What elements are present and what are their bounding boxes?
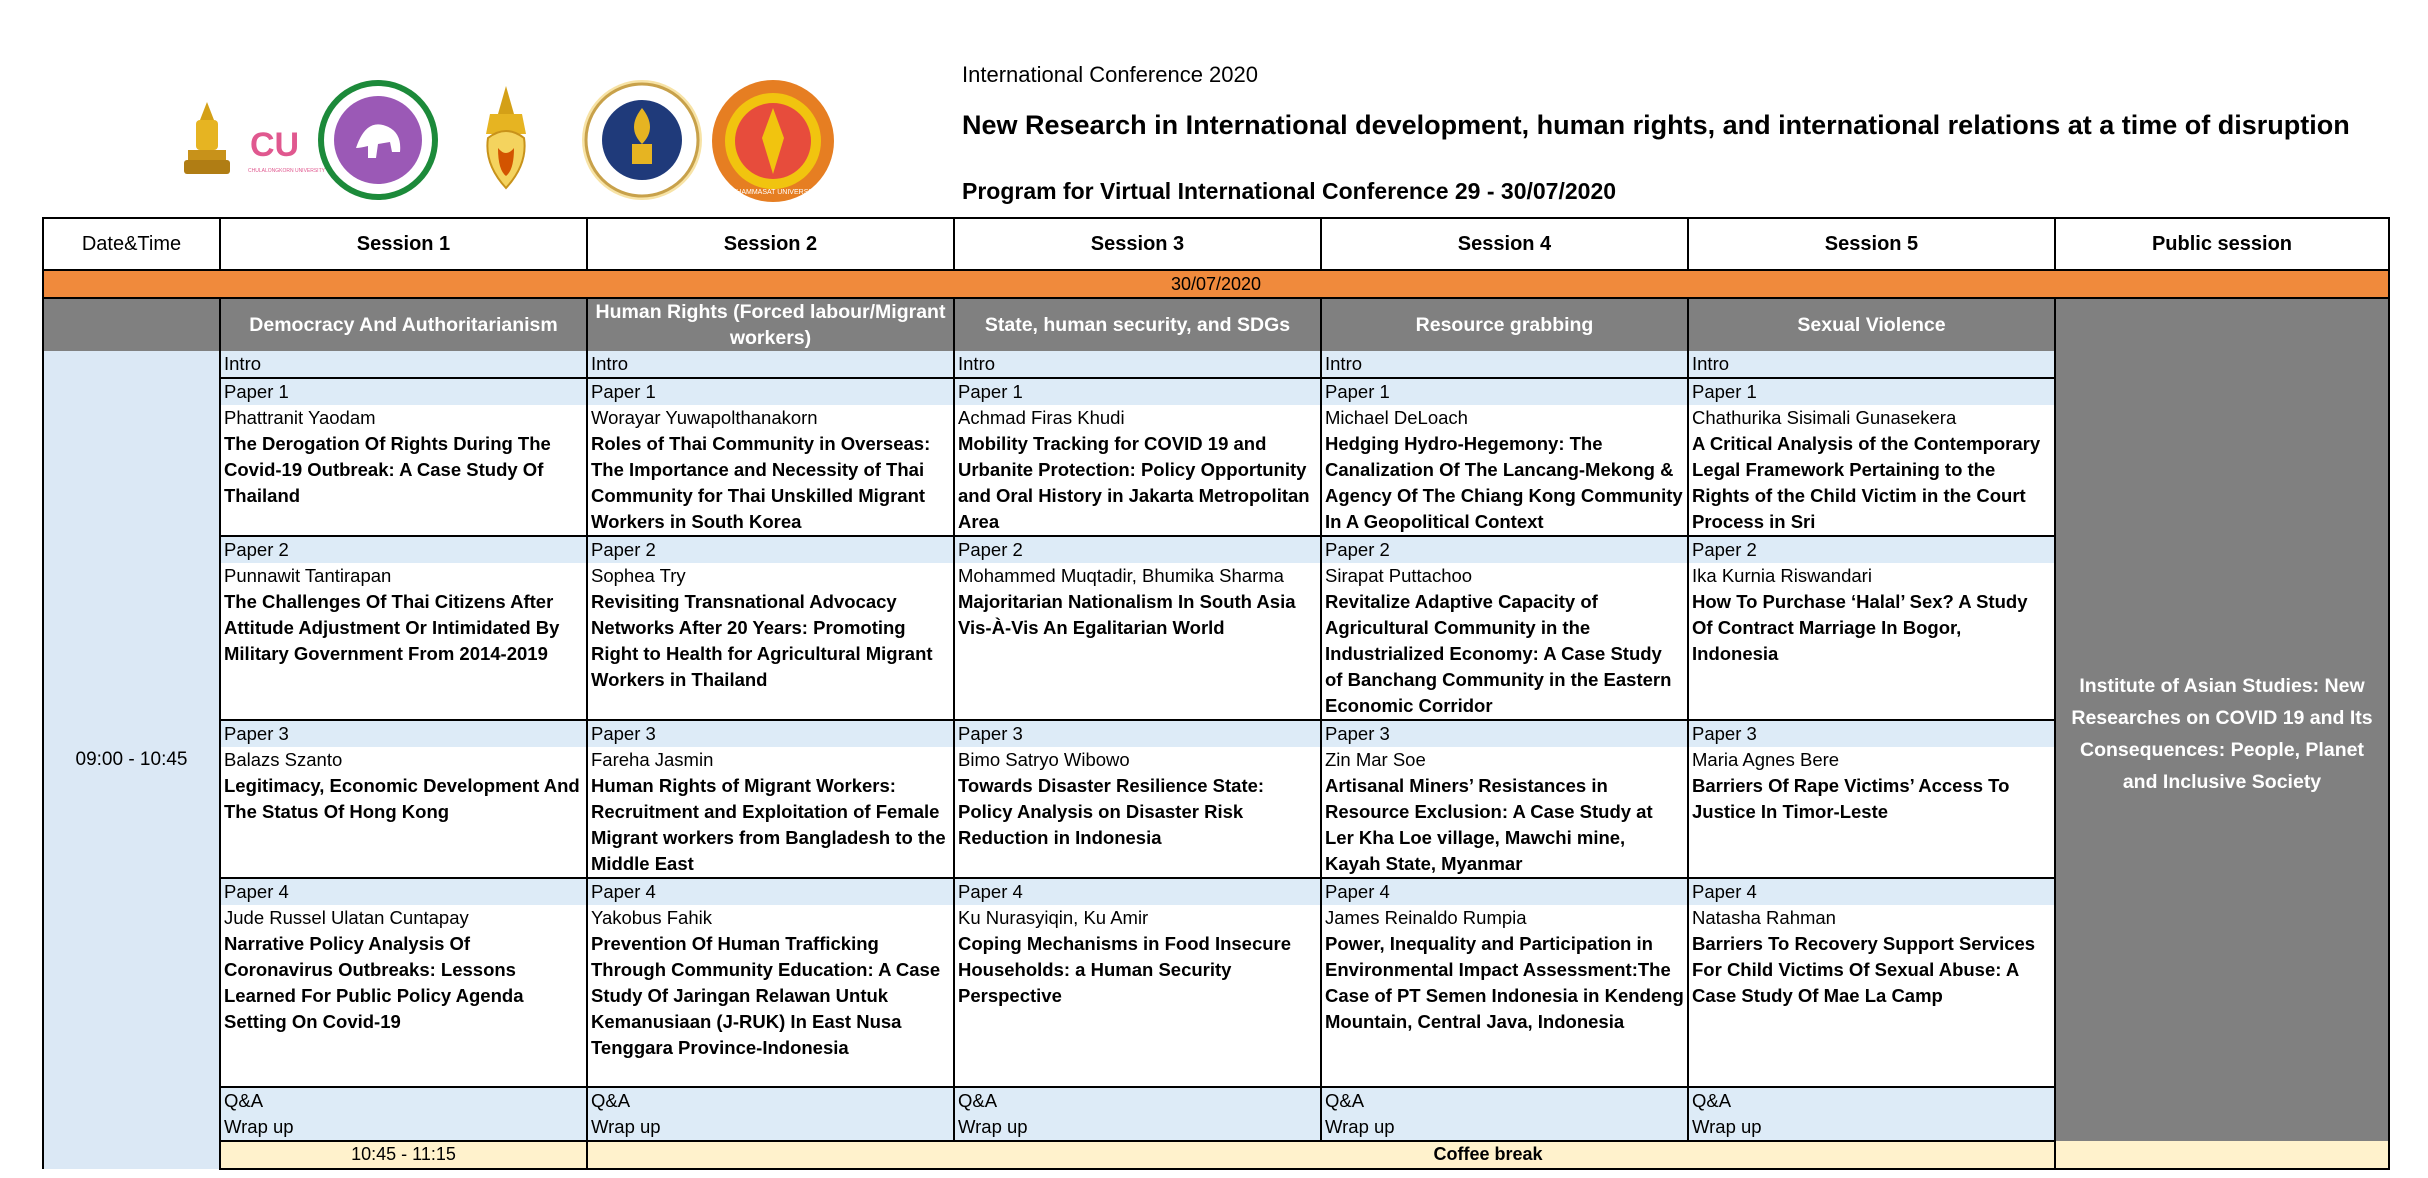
paper-label: Paper 4 [587, 878, 954, 905]
mahidol-university-logo [580, 78, 704, 202]
paper-author: Jude Russel Ulatan Cuntapay [220, 905, 587, 931]
coffee-break-label: Coffee break [587, 1141, 2389, 1169]
coffee-break-row [43, 1141, 2389, 1169]
paper-author: Bimo Satryo Wibowo [954, 747, 1321, 773]
paper-label-row [43, 536, 2389, 563]
paper-label: Paper 4 [1321, 878, 1688, 905]
paper-title: Majoritarian Nationalism In South Asia Vis-À-Vis An Egalitarian World [954, 589, 1321, 720]
paper-label: Paper 1 [587, 378, 954, 405]
chiang-mai-university-logo [316, 78, 440, 202]
wrap-up-cell: Wrap up [1688, 1114, 2055, 1141]
paper-title: Human Rights of Migrant Workers: Recruitment and Exploitation of Female Migrant workers from Bangladesh to the Middle East [587, 773, 954, 878]
theme-session-2: Human Rights (Forced labour/Migrant workers) [587, 298, 954, 351]
paper-title: The Challenges Of Thai Citizens After Attitude Adjustment Or Intimidated By Military Government From 2014-2019 [220, 589, 587, 720]
paper-title: Legitimacy, Economic Development And The Status Of Hong Kong [220, 773, 587, 878]
chula-logo-caption: CHULALONGKORN UNIVERSITY [248, 168, 325, 174]
paper-title: Towards Disaster Resilience State: Policy Analysis on Disaster Risk Reduction in Indonesia [954, 773, 1321, 878]
qa-cell: Q&A [1688, 1087, 2055, 1114]
paper-author: Sophea Try [587, 563, 954, 589]
author-row [43, 905, 2389, 931]
wrap-up-row [43, 1114, 2389, 1141]
paper-author: Chathurika Sisimali Gunasekera [1688, 405, 2055, 431]
paper-label: Paper 3 [220, 720, 587, 747]
paper-title: Barriers Of Rape Victims’ Access To Justice In Timor-Leste [1688, 773, 2055, 878]
paper-label: Paper 1 [954, 378, 1321, 405]
paper-title: Power, Inequality and Participation in Environmental Impact Assessment:The Case of PT Semen Indonesia in Kendeng Mountain, Central Java, Indonesia [1321, 931, 1688, 1087]
theme-session-1: Democracy And Authoritarianism [220, 298, 587, 351]
title-row [43, 589, 2389, 720]
col-public-session: Public session [2055, 218, 2389, 270]
author-row [43, 405, 2389, 431]
theme-blank [43, 298, 220, 351]
qa-cell: Q&A [220, 1087, 587, 1114]
paper-author: Sirapat Puttachoo [1321, 563, 1688, 589]
col-session-3: Session 3 [954, 218, 1321, 270]
paper-author: Maria Agnes Bere [1688, 747, 2055, 773]
paper-label: Paper 1 [1688, 378, 2055, 405]
col-datetime: Date&Time [43, 218, 220, 270]
paper-title: Hedging Hydro-Hegemony: The Canalization Of The Lancang-Mekong & Agency Of The Chiang Kong Community In A Geopolitical Context [1321, 431, 1688, 536]
intro-cell: Intro [220, 351, 587, 378]
paper-label: Paper 1 [220, 378, 587, 405]
qa-cell: Q&A [1321, 1087, 1688, 1114]
wrap-up-cell: Wrap up [220, 1114, 587, 1141]
paper-label: Paper 2 [220, 536, 587, 563]
royal-emblem-logo [180, 100, 234, 178]
intro-cell: Intro [1321, 351, 1688, 378]
program-table [42, 217, 2390, 1170]
paper-author: Natasha Rahman [1688, 905, 2055, 931]
paper-title: Roles of Thai Community in Overseas: The Importance and Necessity of Thai Community for Thai Unskilled Migrant Workers in South Korea [587, 431, 954, 536]
paper-label: Paper 3 [954, 720, 1321, 747]
paper-author: Ku Nurasyiqin, Ku Amir [954, 905, 1321, 931]
author-row [43, 563, 2389, 589]
paper-title: Prevention Of Human Trafficking Through Community Education: A Case Study Of Jaringan Relawan Untuk Kemanusiaan (J-RUK) In East Nusa Tenggara Province-Indonesia [587, 931, 954, 1087]
intro-cell: Intro [587, 351, 954, 378]
wrap-up-cell: Wrap up [954, 1114, 1321, 1141]
paper-label-row [43, 720, 2389, 747]
theme-session-3: State, human security, and SDGs [954, 298, 1321, 351]
chula-logo-text: CU [250, 126, 300, 164]
paper-label-row [43, 878, 2389, 905]
paper-label: Paper 3 [587, 720, 954, 747]
title-row [43, 931, 2389, 1087]
col-session-5: Session 5 [1688, 218, 2055, 270]
date-row [43, 270, 2389, 298]
paper-title: Narrative Policy Analysis Of Coronavirus Outbreaks: Lessons Learned For Public Policy Agenda Setting On Covid-19 [220, 931, 587, 1087]
conference-label: International Conference 2020 [962, 62, 1258, 87]
sponsor-logos [180, 70, 840, 210]
paper-author: Ika Kurnia Riswandari [1688, 563, 2055, 589]
paper-author: Yakobus Fahik [587, 905, 954, 931]
paper-title: How To Purchase ‘Halal’ Sex? A Study Of Contract Marriage In Bogor, Indonesia [1688, 589, 2055, 720]
paper-author: Michael DeLoach [1321, 405, 1688, 431]
paper-label: Paper 2 [1688, 536, 2055, 563]
paper-label: Paper 2 [587, 536, 954, 563]
col-session-1: Session 1 [220, 218, 587, 270]
paper-label: Paper 1 [1321, 378, 1688, 405]
paper-label: Paper 3 [1688, 720, 2055, 747]
conference-title: New Research in International development, human rights, and international relations at a time of disruption [962, 110, 2350, 140]
wrap-up-cell: Wrap up [587, 1114, 954, 1141]
paper-title: The Derogation Of Rights During The Covid-19 Outbreak: A Case Study Of Thailand [220, 431, 587, 536]
paper-author: Punnawit Tantirapan [220, 563, 587, 589]
paper-author: Mohammed Muqtadir, Bhumika Sharma [954, 563, 1321, 589]
paper-label: Paper 4 [1688, 878, 2055, 905]
time-slot: 09:00 - 10:45 [43, 351, 220, 1169]
date-banner: 30/07/2020 [43, 270, 2389, 298]
intro-row [43, 351, 2389, 378]
intro-cell: Intro [1688, 351, 2055, 378]
wrap-up-cell: Wrap up [1321, 1114, 1688, 1141]
program-subtitle: Program for Virtual International Conference 29 - 30/07/2020 [962, 178, 1617, 204]
paper-title: Coping Mechanisms in Food Insecure Households: a Human Security Perspective [954, 931, 1321, 1087]
paper-author: Phattranit Yaodam [220, 405, 587, 431]
theme-session-5: Sexual Violence [1688, 298, 2055, 351]
paper-title: Artisanal Miners’ Resistances in Resource Exclusion: A Case Study at Ler Kha Loe village, Mawchi mine, Kayah State, Myanmar [1321, 773, 1688, 878]
thammasat-university-logo [710, 78, 836, 204]
paper-title: A Critical Analysis of the Contemporary Legal Framework Pertaining to the Rights of the Child Victim in the Court Process in Sri [1688, 431, 2055, 536]
author-row [43, 747, 2389, 773]
public-session-cell: Institute of Asian Studies: New Researches on COVID 19 and Its Consequences: People, Planet and Inclusive Society [2055, 298, 2389, 1169]
theme-session-4: Resource grabbing [1321, 298, 1688, 351]
col-session-4: Session 4 [1321, 218, 1688, 270]
chulalongkorn-logo [246, 120, 325, 180]
paper-title: Barriers To Recovery Support Services For Child Victims Of Sexual Abuse: A Case Study Of Mae La Camp [1688, 931, 2055, 1087]
paper-title: Revitalize Adaptive Capacity of Agricultural Community in the Industrialized Economy: A Case Study of Banchang Community in the Eastern Economic Corridor [1321, 589, 1688, 720]
col-session-2: Session 2 [587, 218, 954, 270]
paper-label: Paper 4 [954, 878, 1321, 905]
paper-author: Achmad Firas Khudi [954, 405, 1321, 431]
paper-author: Fareha Jasmin [587, 747, 954, 773]
thammasat-logo-caption: THAMMASAT UNIVERSITY [732, 189, 820, 196]
coffee-time: 10:45 - 11:15 [220, 1141, 587, 1169]
paper-title: Mobility Tracking for COVID 19 and Urbanite Protection: Policy Opportunity and Oral History in Jakarta Metropolitan Area [954, 431, 1321, 536]
intro-cell: Intro [954, 351, 1321, 378]
mahidol-crest-logo [476, 84, 536, 200]
paper-label: Paper 3 [1321, 720, 1688, 747]
column-header-row [43, 218, 2389, 270]
paper-author: Balazs Szanto [220, 747, 587, 773]
theme-row [43, 298, 2389, 351]
paper-author: Worayar Yuwapolthanakorn [587, 405, 954, 431]
qa-cell: Q&A [587, 1087, 954, 1114]
title-row [43, 431, 2389, 536]
paper-label: Paper 2 [1321, 536, 1688, 563]
title-row [43, 773, 2389, 878]
paper-author: Zin Mar Soe [1321, 747, 1688, 773]
paper-label-row [43, 378, 2389, 405]
qa-cell: Q&A [954, 1087, 1321, 1114]
paper-label: Paper 4 [220, 878, 587, 905]
paper-title: Revisiting Transnational Advocacy Networks After 20 Years: Promoting Right to Health for Agricultural Migrant Workers in Thailand [587, 589, 954, 720]
qa-row [43, 1087, 2389, 1114]
paper-author: James Reinaldo Rumpia [1321, 905, 1688, 931]
paper-label: Paper 2 [954, 536, 1321, 563]
